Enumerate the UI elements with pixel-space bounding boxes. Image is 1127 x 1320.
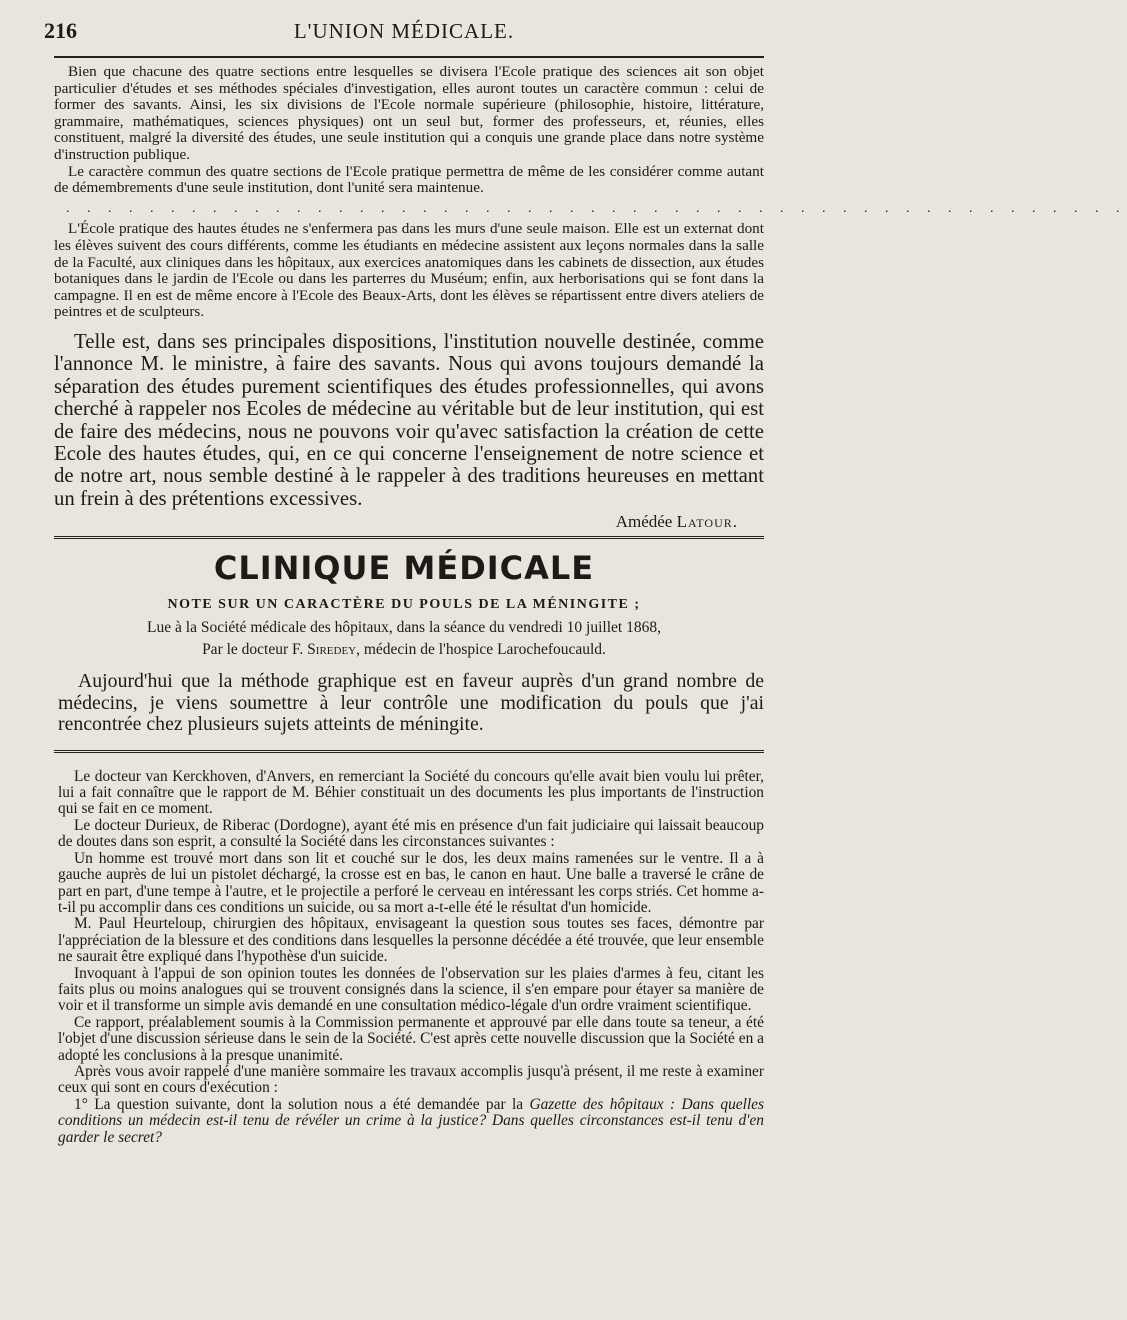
- article-lead: [58, 671, 764, 736]
- report-paragraph-3: Un homme est trouvé mort dans son lit et couché sur le dos, les deux mains ramenées sur le ventre. Il a à gauche auprès de lui un pistolet déchargé, la crosse est en bas, le canon en haut. Une balle a traversé le crâne de part en part, d'une tempe à l'autre, et le projectile a perforé le cerveau en intéressant les corps striés. Cet homme a-t-il pu accomplir dans ces conditions un suicide, ou sa mort a-t-elle été le résultat d'un homicide.: [58, 849, 764, 916]
- header-rule: [54, 56, 764, 58]
- article-rule: [54, 750, 764, 753]
- question-intro: 1° La question suivante, dont la solution nous a été demandée par la: [74, 1095, 530, 1113]
- report-paragraph-6: Ce rapport, préalablement soumis à la Commission permanente et approuvé par elle dans toute sa teneur, a été l'objet d'une discussion sérieuse dans le sein de la Société. C'est après cette nouvelle discussion que la Société en a adopté les conclusions à la presque unanimité.: [58, 1013, 764, 1064]
- report-paragraph-5: Invoquant à l'appui de son opinion toutes les données de l'observation sur les plaies d'armes à feu, citant les faits plus ou moins analogues qui se trouvent consignés dans la science, il s'en empare pour étayer sa manière de voir et il transforme un simple avis demandé en une consultation médico-légale d'un ordre vraiment scientifique.: [58, 964, 764, 1015]
- report-paragraph-1: Le docteur van Kerckhoven, d'Anvers, en remerciant la Société du concours qu'elle avait bien voulu lui prêter, lui a fait connaître que le rapport de M. Béhier constituait un des documents les plus importants de l'instruction qui se fait en ce moment.: [58, 767, 764, 818]
- intro-paragraph-1: Bien que chacune des quatre sections entre lesquelles se divisera l'Ecole pratique des sciences ait son objet particulier d'études et ses méthodes spéciales d'investigation, elles auront toutes un caractère commun : celui de former des savants. Ainsi, les six divisions de l'Ecole normale supérieure (philosophie, histoire, littérature, grammaire, mathématiques, sciences physiques) ont un seul but, former des professeurs, et, réunies, elles constituent, malgré la diversité des études, une seule institution qui a conquis une grande place dans notre système d'instruction publique.: [54, 63, 764, 163]
- article-author: [44, 641, 764, 659]
- lead-paragraph: Aujourd'hui que la méthode graphique est en faveur auprès d'un grand nombre de médecins, je viens soumettre à leur contrôle une modification du pouls que j'ai rencontrée chez plusieurs sujets atteints de méningite.: [58, 670, 764, 736]
- page-header: [44, 18, 764, 52]
- question-text: Dans quelles conditions un médecin est-il tenu de révéler un crime à la justice? Dans quelles circonstances est-il tenu d'en garder le secret?: [58, 1095, 764, 1146]
- running-title: L'UNION MÉDICALE.: [293, 19, 515, 43]
- article-read-at: Lue à la Société médicale des hôpitaux, dans la séance du vendredi 10 juillet 1868,: [147, 619, 661, 637]
- report-paragraph-8: [58, 1097, 764, 1146]
- signature-last-name: Latour.: [676, 512, 738, 532]
- question-source: Gazette des hôpitaux :: [529, 1095, 676, 1113]
- report-paragraph-7: Après vous avoir rappelé d'une manière sommaire les travaux accomplis jusqu'à présent, il me reste à examiner ceux qui sont en cours d'exécution :: [58, 1062, 764, 1097]
- commentary-section: [54, 331, 764, 510]
- signature: [44, 512, 738, 532]
- intro-paragraph-3: L'École pratique des hautes études ne s'enfermera pas dans les murs d'une seule maison. Elle est un externat dont les élèves suivent des cours différents, comme les étudiants en médecine assistent aux leçons normales dans la salle de la Faculté, aux cliniques dans les hôpitaux, aux exercices anatomiques dans les cabinets de dissection, aux études botaniques dans le jardin de l'Ecole ou dans les parterres du Muséum; enfin, aux herborisations qui se font dans la campagne. Il en est de même encore à l'Ecole des Beaux-Arts, dont les élèves se répartissent entre divers ateliers de peintres et de sculpteurs.: [54, 220, 764, 321]
- report-paragraph-4: M. Paul Heurteloup, chirurgien des hôpitaux, envisageant la question sous toutes ses faces, démontre par l'appréciation de la blessure et des conditions dans lesquelles la personne décédée a été trouvée, que leur ensemble ne saurait être expliqué dans l'hypothèse d'un suicide.: [58, 915, 764, 966]
- section-rule: [54, 536, 764, 539]
- article-title: NOTE SUR UN CARACTÈRE DU POULS DE LA MÉNINGITE ;: [167, 597, 641, 613]
- intro-section: [54, 63, 1127, 321]
- report-paragraph-2: Le docteur Durieux, de Riberac (Dordogne), ayant été mis en présence d'un fait judiciaire qui laissait beaucoup de doutes dans son esprit, a consulté la Société dans les circonstances suivantes :: [58, 816, 764, 851]
- intro-paragraph-2: Le caractère commun des quatre sections de l'Ecole pratique permettra de même de les considérer comme autant de démembrements d'une seule institution, dont l'unité sera maintenue.: [54, 162, 764, 197]
- ellipsis-dots: . . . . . . . . . . . . . . . . . . . . . . . . . . . . . . . . . . . . . . . . . . . . . . . . . . .: [66, 200, 1127, 216]
- author-name: Siredey: [307, 641, 357, 659]
- page-number: 216: [44, 18, 77, 43]
- signature-first-name: Amédée: [615, 512, 673, 532]
- report-section: [58, 769, 764, 1146]
- section-title: CLINIQUE MÉDICALE: [213, 549, 595, 588]
- author-suffix: , médecin de l'hospice Larochefoucauld.: [356, 641, 606, 659]
- author-prefix: Par le docteur F.: [202, 641, 304, 659]
- commentary-paragraph: Telle est, dans ses principales dispositions, l'institution nouvelle destinée, comme l'annonce M. le ministre, à faire des savants. Nous qui avons toujours demandé la séparation des études purement scientifiques des études professionnelles, qui avons cherché à rappeler nos Ecoles de médecine au véritable but de leur institution, qui est de faire des médecins, nous ne pouvons voir qu'avec satisfaction la création de cette Ecole des hautes études, qui, en ce qui concerne l'enseignement de notre science et de notre art, nous semble destiné à le rappeler à des traditions heureuses en mettant un frein à des prétentions excessives.: [54, 329, 764, 510]
